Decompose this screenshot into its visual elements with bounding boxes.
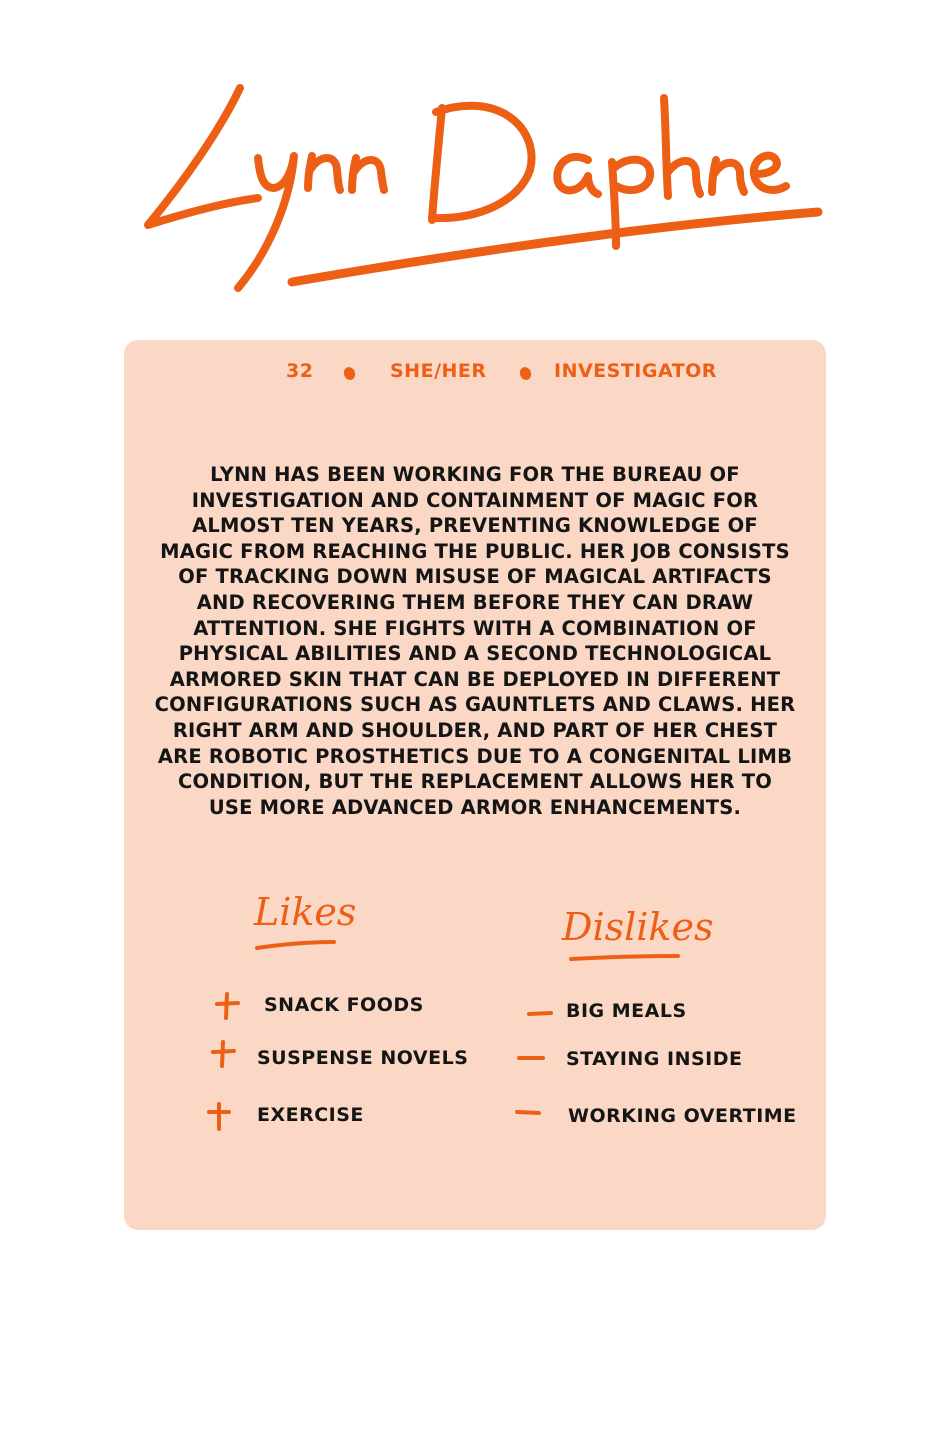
signature-title-drawing	[140, 70, 840, 300]
page-title	[140, 70, 840, 300]
dislike-item: STAYING INSIDE	[566, 1048, 743, 1070]
minus-icon	[514, 1109, 542, 1117]
plus-icon	[214, 992, 240, 1020]
plus-icon	[210, 1040, 236, 1068]
minus-icon	[516, 1054, 546, 1062]
profile-card	[124, 340, 826, 1230]
pronouns-label: SHE/HER	[390, 360, 487, 382]
like-item: SUSPENSE NOVELS	[257, 1047, 469, 1069]
likes-underline	[254, 938, 338, 952]
age-label: 32	[286, 360, 314, 382]
dot-icon	[518, 366, 533, 382]
plus-icon	[206, 1102, 232, 1132]
dot-icon	[342, 366, 357, 382]
like-item: SNACK FOODS	[264, 994, 424, 1016]
dislike-item: WORKING OVERTIME	[568, 1105, 797, 1127]
bio-text: LYNN HAS BEEN WORKING FOR THE BUREAU OF INVESTIGATION AND CONTAINMENT OF MAGIC FOR ALMOST TEN YEARS, PREVENTING KNOWLEDGE OF MAGIC FROM REACHING THE PUBLIC. HER JOB CONSISTS OF TRACKING DOWN MISUSE OF MAGICAL ARTIFACTS AND RECOVERING THEM BEFORE THEY CAN DRAW ATTENTION. SHE FIGHTS WITH A COMBINATION OF PHYSICAL ABILITIES AND A SECOND TECHNOLOGICAL ARMORED SKIN THAT CAN BE DEPLOYED IN DIFFERENT CONFIGURATIONS SUCH AS GAUNTLETS AND CLAWS. HER RIGHT ARM AND SHOULDER, AND PART OF HER CHEST ARE ROBOTIC PROSTHETICS DUE TO A CONGENITAL LIMB CONDITION, BUT THE REPLACEMENT ALLOWS HER TO USE MORE ADVANCED ARMOR ENHANCEMENTS.	[154, 463, 796, 819]
minus-icon	[526, 1010, 554, 1018]
dislike-item: BIG MEALS	[566, 1000, 687, 1022]
dislikes-underline	[568, 952, 682, 964]
role-label: INVESTIGATOR	[554, 360, 717, 382]
likes-heading: Likes	[254, 890, 357, 934]
like-item: EXERCISE	[257, 1104, 364, 1126]
profile-meta	[124, 358, 826, 388]
dislikes-heading: Dislikes	[562, 905, 714, 949]
